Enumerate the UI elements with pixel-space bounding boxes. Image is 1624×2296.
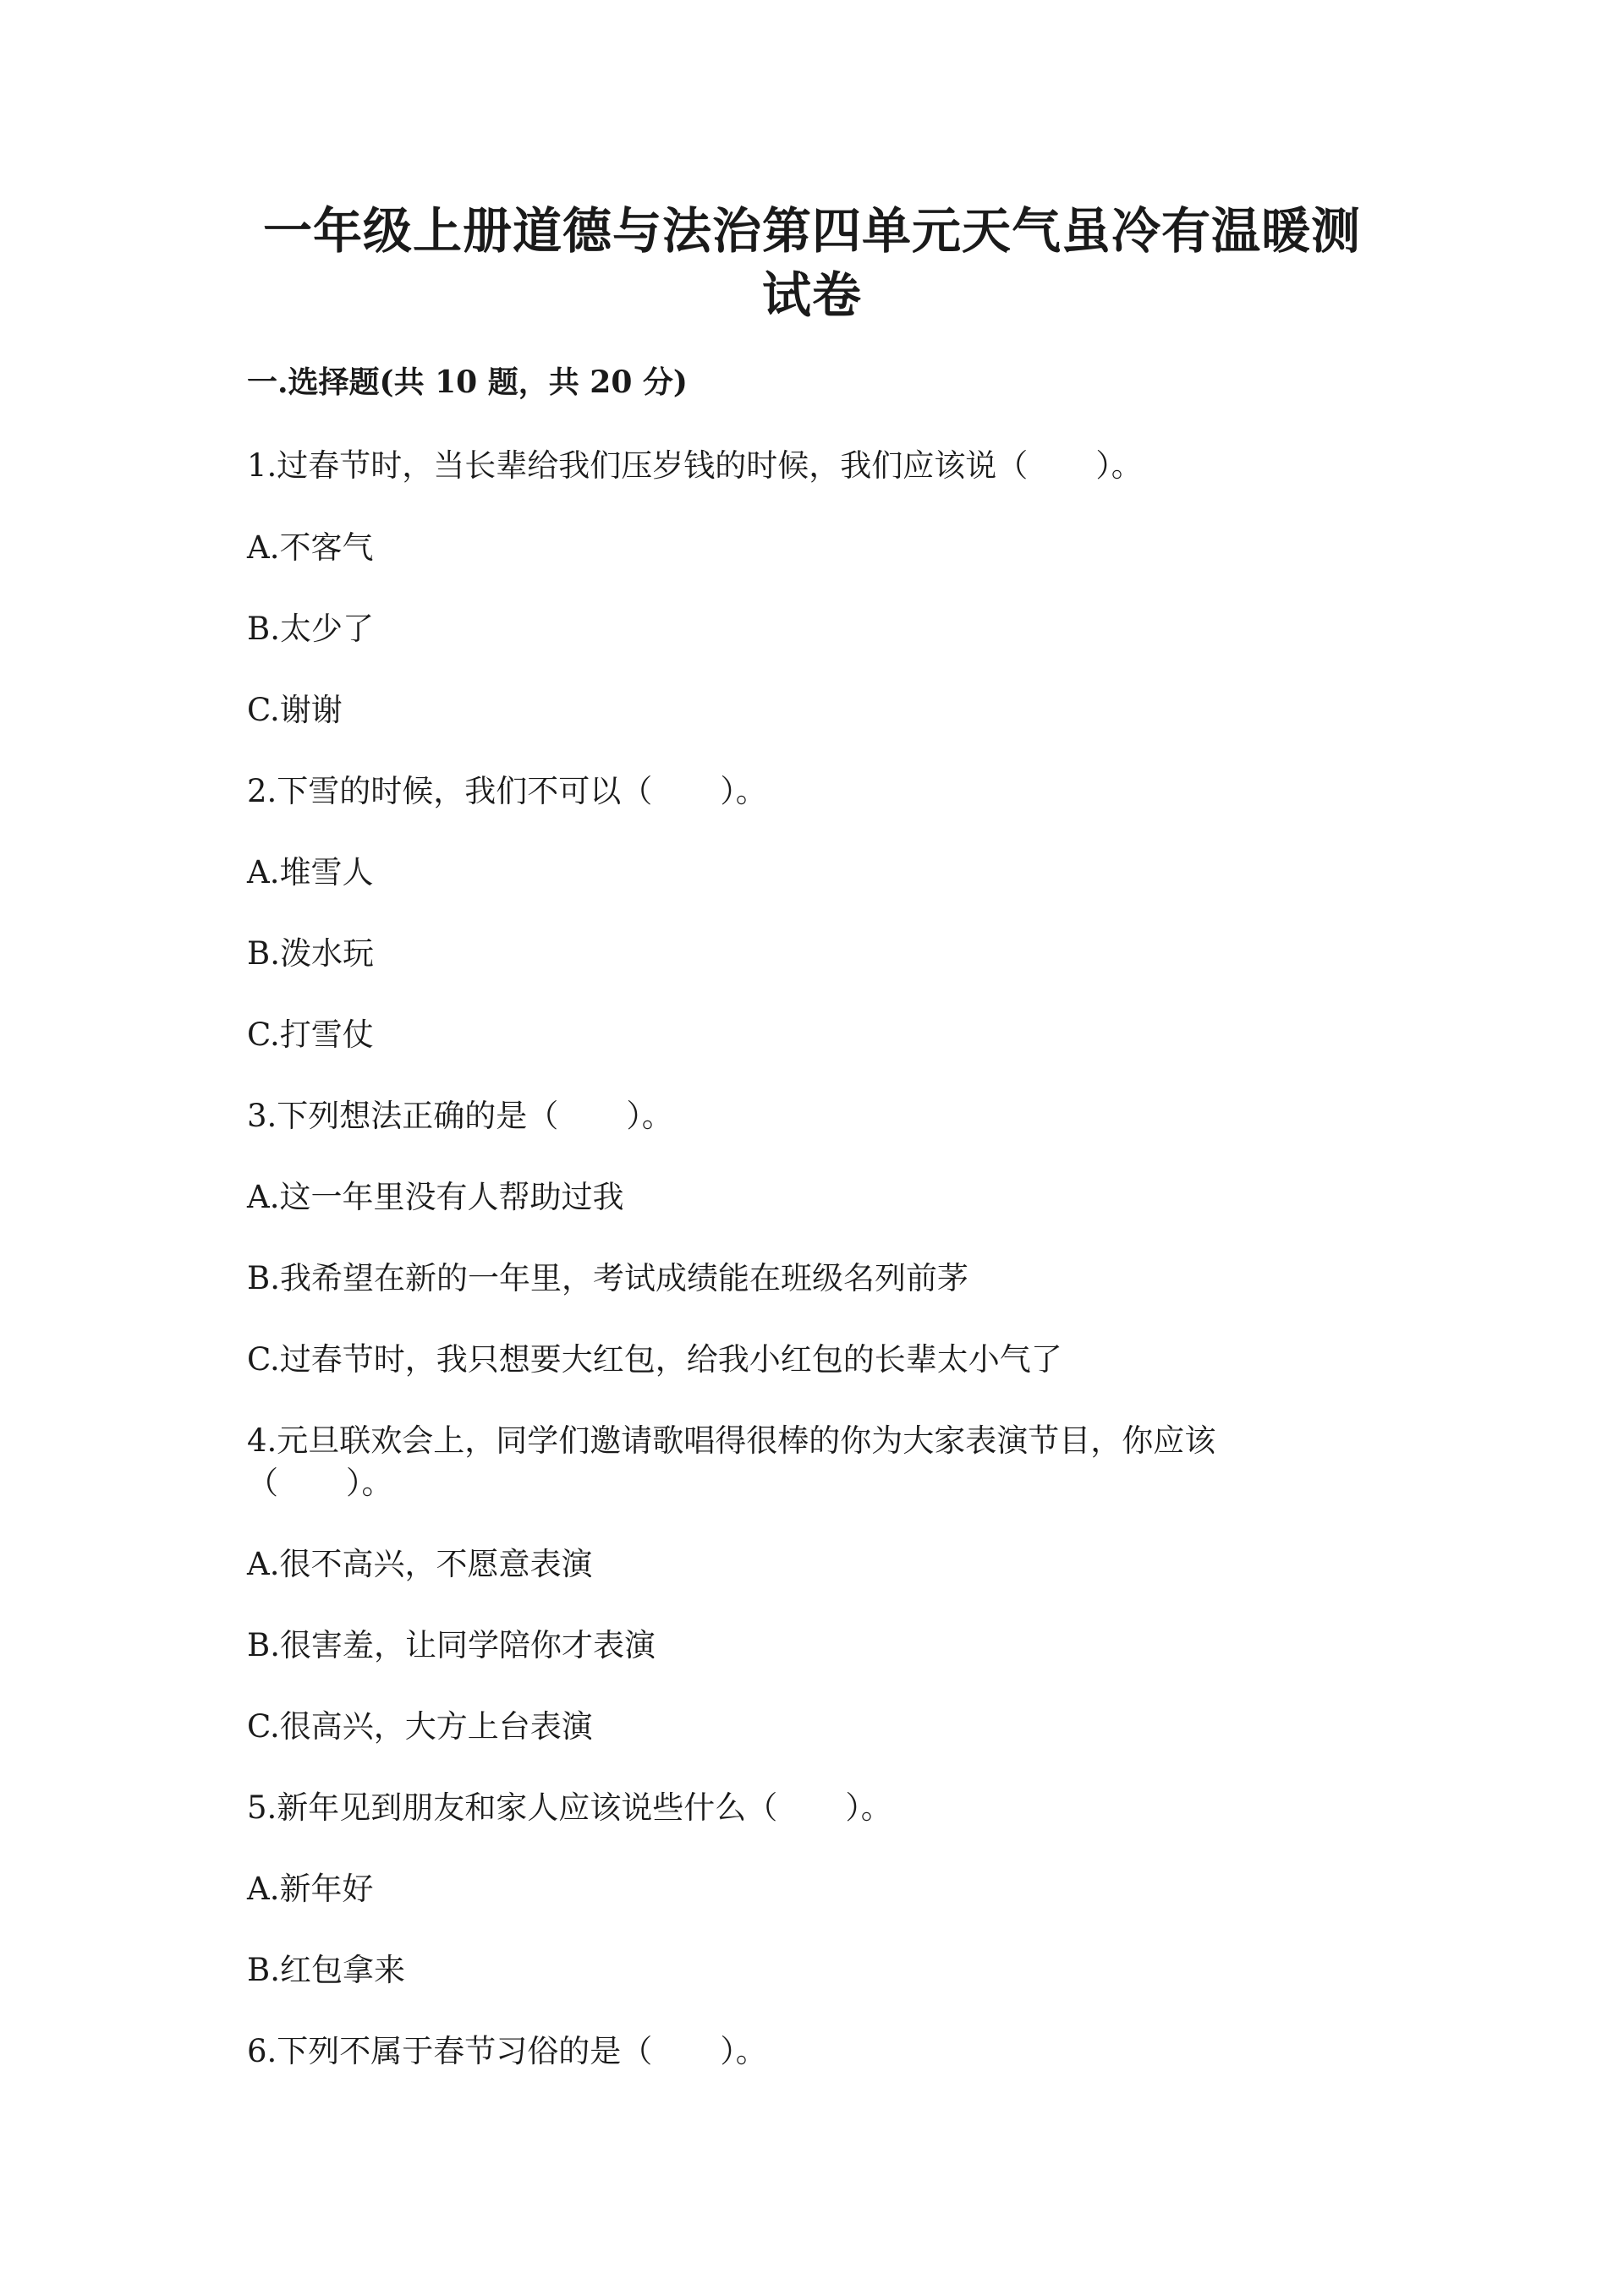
question-4-stem-after: ）。 bbox=[346, 1465, 393, 1501]
question-4-stem-line-1: 4.元旦联欢会上，同学们邀请歌唱得很棒的你为大家表演节目，你应该 bbox=[247, 1422, 1216, 1459]
question-2-option-b: B.泼水玩 bbox=[247, 935, 374, 972]
question-1-stem-after: ）。 bbox=[1095, 447, 1143, 484]
question-5-stem-before: 5.新年见到朋友和家人应该说些什么（ bbox=[247, 1789, 778, 1826]
exam-title-line-1: 一年级上册道德与法治第四单元天气虽冷有温暖测 bbox=[262, 202, 1361, 260]
question-6-stem bbox=[247, 2033, 767, 2069]
question-1-stem-before: 1.过春节时，当长辈给我们压岁钱的时候，我们应该说（ bbox=[247, 447, 1029, 484]
question-4-stem-before: （ bbox=[247, 1465, 278, 1501]
question-2-stem-after: ）。 bbox=[720, 773, 767, 809]
question-3-option-c: C.过春节时，我只想要大红包，给我小红包的长辈太小气了 bbox=[247, 1341, 1062, 1378]
question-3-stem-after: ）。 bbox=[626, 1098, 673, 1134]
question-2-option-a: A.堆雪人 bbox=[247, 854, 374, 890]
question-3-stem-before: 3.下列想法正确的是（ bbox=[247, 1098, 559, 1134]
question-5-option-a: A.新年好 bbox=[247, 1871, 374, 1907]
question-5-stem-after: ）。 bbox=[845, 1789, 892, 1826]
question-3-stem bbox=[247, 1100, 673, 1132]
question-6-stem-after: ）。 bbox=[720, 2033, 767, 2069]
question-3-option-a: A.这一年里没有人帮助过我 bbox=[247, 1179, 624, 1215]
question-4-option-a: A.很不高兴，不愿意表演 bbox=[247, 1546, 593, 1582]
question-6-stem-before: 6.下列不属于春节习俗的是（ bbox=[247, 2033, 653, 2069]
question-2-stem bbox=[247, 775, 767, 807]
exam-title-line-2: 试卷 bbox=[761, 266, 862, 324]
question-1-option-a: A.不客气 bbox=[247, 529, 374, 566]
question-3-option-b: B.我希望在新的一年里，考试成绩能在班级名列前茅 bbox=[247, 1260, 968, 1296]
question-4-option-b: B.很害羞，让同学陪你才表演 bbox=[247, 1627, 656, 1663]
question-1-option-c: C.谢谢 bbox=[247, 692, 343, 728]
question-5-stem bbox=[247, 1789, 892, 1826]
section-heading: 一.选择题(共 10 题，共 20 分) bbox=[247, 364, 688, 400]
question-5-option-b: B.红包拿来 bbox=[247, 1952, 405, 1988]
question-4-stem-line-2 bbox=[247, 1467, 393, 1499]
question-1-option-b: B.太少了 bbox=[247, 611, 374, 647]
question-1-stem bbox=[247, 447, 1143, 484]
question-4-option-c: C.很高兴，大方上台表演 bbox=[247, 1708, 593, 1745]
question-2-stem-before: 2.下雪的时候，我们不可以（ bbox=[247, 773, 653, 809]
question-2-option-c: C.打雪仗 bbox=[247, 1016, 374, 1053]
